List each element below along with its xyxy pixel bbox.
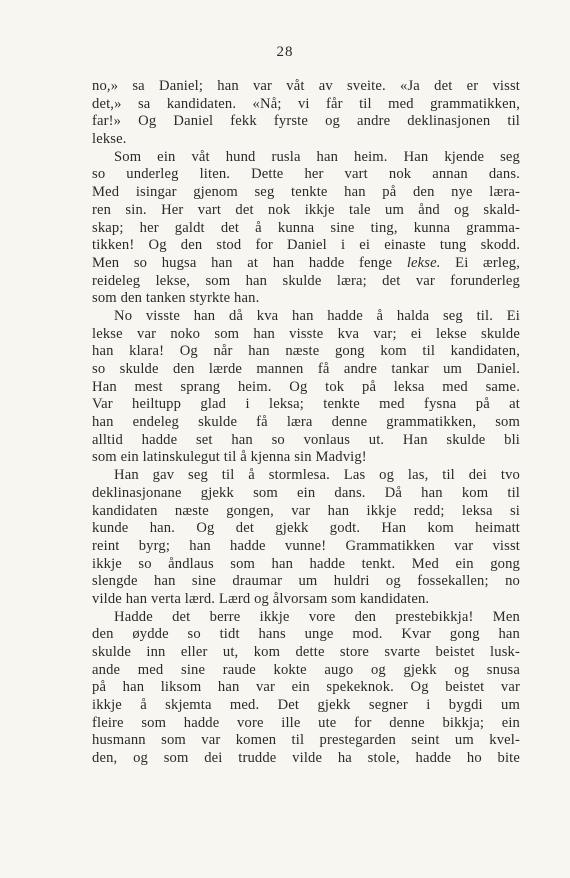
text-line: reideleg lekse, som han skulde læra; det var forunderleg xyxy=(92,272,520,289)
text-line: skap; her galdt det å kunna sine ting, kunna gramma- xyxy=(92,219,520,236)
text-line: lekse var noko som han visste kva var; ei lekse skulde xyxy=(92,325,520,342)
text-line: ren sin. Her vart det nok ikkje tale um ånd og skald- xyxy=(92,201,520,218)
text-line: lekse. xyxy=(92,131,127,148)
text-line: den, og som dei trudde vilde ha stole, hadde ho bite xyxy=(92,750,520,767)
text-line: på han liksom han var ein spekeknok. Og beistet var xyxy=(92,679,520,696)
text-line: vilde han verta lærd. Lærd og ålvorsam som kandidaten. xyxy=(92,590,430,607)
text-line: den øydde so tidt hans unge mod. Kvar gong han xyxy=(92,626,520,643)
text-line: skulde inn eller ut, kom dette store svarte beistet lusk- xyxy=(92,644,520,660)
text-line: no,» sa Daniel; han var våt av sveite. «Ja det er visst xyxy=(92,78,520,94)
text-line: ikkje å skjemta med. Det gjekk segner i bygdi um xyxy=(92,697,520,714)
text-line: det,» sa kandidaten. «Nå; vi får til med grammatikken, xyxy=(92,95,520,112)
text-line: kandidaten næste gongen, var han ikkje redd; leksa si xyxy=(92,502,520,519)
text-line: Han mest sprang heim. Og tok på leksa med same. xyxy=(92,378,520,395)
text-line: Han gav seg til å stormlesa. Las og las, til dei tvo xyxy=(114,467,520,484)
text-line: alltid hadde set han so vonlaus ut. Han skulde bli xyxy=(92,431,520,448)
text-line: tikken! Og den stod for Daniel i ei einaste tung skodd. xyxy=(92,237,520,254)
text-line: Men so hugsa han at han hadde fenge lekse. Ei ærleg, xyxy=(92,254,520,271)
text-line: som den tanken styrkte han. xyxy=(92,290,260,307)
text-line: so underleg liten. Dette her vart nok annan dans. xyxy=(92,166,520,183)
page-number: 28 xyxy=(276,44,294,60)
text-line: han endeleg skulde få læra denne grammatikken, som xyxy=(92,414,520,431)
text-line: far!» Og Daniel fekk fyrste og andre deklinasjonen til xyxy=(92,113,520,130)
text-line: Med isingar gjenom seg tenkte han på den nye læra- xyxy=(92,184,520,201)
text-line: fleire som hadde vore ille ute for denne bikkja; ein xyxy=(92,714,520,731)
text-line: Var heiltupp glad i leksa; tenkte med fysna på at xyxy=(92,396,520,413)
text-line: husmann som var komen til prestegarden seint um kvel- xyxy=(92,732,520,749)
text-line: ande med sine raude kokte augo og gjekk og snusa xyxy=(92,661,520,678)
body-text xyxy=(92,78,520,768)
text-line: kunde han. Og det gjekk godt. Han kom heimatt xyxy=(92,520,520,537)
text-line: som ein latinskulegut til å kjenna sin Madvig! xyxy=(92,449,367,466)
text-line: han klara! Og når han næste gong kom til kandidaten, xyxy=(92,343,520,360)
text-line: ikkje so åndlaus som han hadde tenkt. Med ein gong xyxy=(92,555,520,572)
text-line: Hadde det berre ikkje vore den prestebikkja! Men xyxy=(114,608,520,625)
emphasized-word: lekse. xyxy=(406,254,441,271)
text-line: slengde han sine draumar um huldri og fossekallen; no xyxy=(92,573,520,590)
text-line: so skulde den lærde mannen få andre tankar um Daniel. xyxy=(92,361,520,377)
text-line: No visste han då kva han hadde å halda seg til. Ei xyxy=(114,307,520,324)
text-line: reint byrg; han hadde vunne! Grammatikken var visst xyxy=(92,537,520,554)
text-line: Som ein våt hund rusla han heim. Han kjende seg xyxy=(114,148,520,165)
text-line: deklinasjonane gjekk som ein dans. Då han kom til xyxy=(92,484,520,501)
